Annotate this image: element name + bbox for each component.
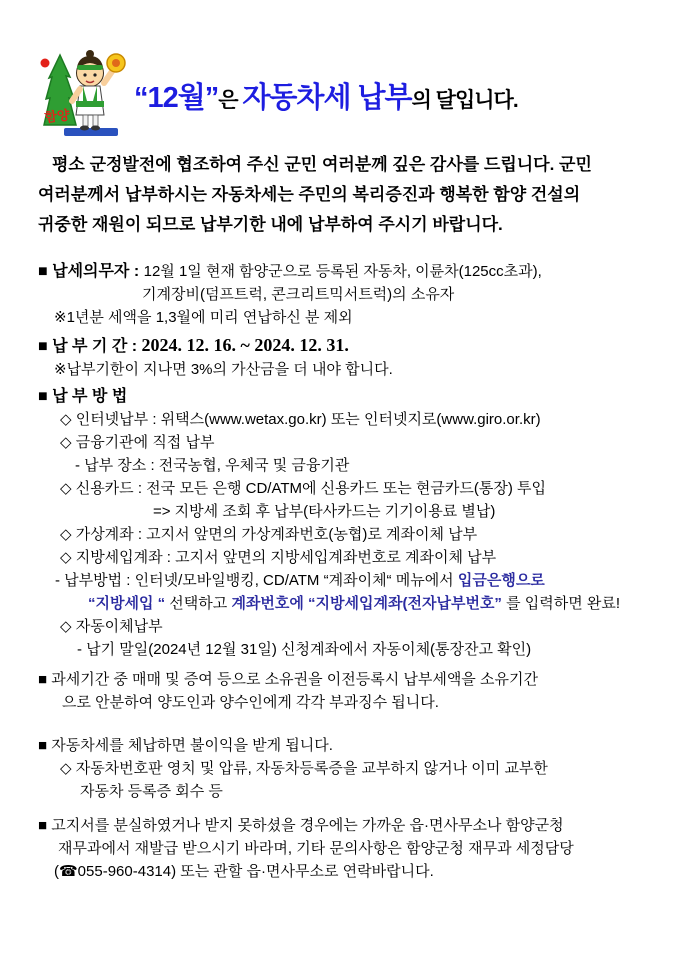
intro-paragraph [38,150,642,240]
text-segment: 선택하고 [165,595,232,612]
body-line [38,546,642,569]
notice-body [38,260,642,883]
text-segment: ■ 고지서를 분실하였거나 받지 못하셨을 경우에는 가까운 읍·면사무소나 함양군청 [38,817,564,834]
text-segment: ■ 납세의무자 : [38,263,144,280]
title-part: 의 달입니다. [411,88,518,112]
text-segment: ◇ 인터넷납부 : 위택스(www.wetax.go.kr) 또는 인터넷지로(www.giro.or.kr) [60,411,541,428]
body-line [38,477,642,500]
text-segment: “지방세입 “ [88,595,166,612]
left-shoe [80,126,89,131]
text-segment: ※납부기한이 지나면 3%의 가산금을 더 내야 합니다. [54,361,393,378]
text-segment: => 지방세 조회 후 납부(타사카드는 기기이용료 별납) [153,503,496,520]
text-segment: ■ 과세기간 중 매매 및 증여 등으로 소유권을 이전등록시 납부세액을 소유기간 [38,671,538,688]
body-line [38,592,642,615]
page-title [134,75,518,116]
text-segment: - 납부방법 : 인터넷/모바일뱅킹, CD/ATM “계좌이체“ 메뉴에서 [55,572,458,589]
title-part: 은 [218,88,243,112]
raised-arm [104,70,113,83]
text-segment: - 납기 말일(2024년 12월 31일) 신청계좌에서 자동이체(통장잔고 확인) [77,641,532,658]
masthead [38,40,642,136]
body-line [38,814,642,837]
text-segment: (☎055-960-4314) 또는 관할 읍·면사무소로 연락바랍니다. [54,863,434,880]
tree-hangul-text: 함양 [43,107,71,125]
text-segment: ◇ 가상계좌 : 고지서 앞면의 가상계좌번호(농협)로 계좌이체 납부 [60,526,478,543]
right-shoe [91,126,100,131]
green-belt [76,101,104,107]
body-line [38,260,642,283]
body-line [38,283,642,306]
flower-icon [107,54,125,72]
hair-bun [86,50,94,58]
text-segment: - 납부 장소 : 전국농협, 우체국 및 금융기관 [75,457,350,474]
text-segment: 자동차 등록증 회수 등 [80,783,223,800]
text-segment: 으로 안분하여 양도인과 양수인에게 각각 부과징수 됩니다. [62,694,439,711]
body-line [38,334,642,358]
body-line [38,408,642,431]
text-segment: 입금은행으로 [457,572,545,589]
body-line [38,734,642,757]
body-line [38,615,642,638]
text-segment: 12월 1일 현재 함양군으로 등록된 자동차, 이륜차(125cc초과), [143,263,542,280]
text-segment: 기계장비(덤프트럭, 콘크리트믹서트럭)의 소유자 [142,286,455,303]
text-segment: ◇ 지방세입계좌 : 고지서 앞면의 지방세입계좌번호로 계좌이체 납부 [60,549,497,566]
intro-line: 평소 군정발전에 협조하여 주신 군민 여러분께 깊은 감사를 드립니다. 군민 [52,155,592,174]
text-segment: ◇ 신용카드 : 전국 모든 은행 CD/ATM에 신용카드 또는 현금카드(통장) 투입 [60,480,547,497]
text-segment: 계좌번호에 [231,595,304,612]
right-leg [93,115,98,126]
body-line [38,306,642,329]
mascot-base [64,128,118,136]
body-line [38,860,642,883]
text-segment: ◇ 금융기관에 직접 납부 [60,434,215,451]
title-part: “12월” [134,81,219,114]
text-segment: ※1년분 세액을 1,3월에 미리 연납하신 분 제외 [54,309,353,326]
body-line [38,569,642,592]
body-line [38,454,642,477]
red-dot-icon [41,59,50,68]
text-segment: ■ 자동차세를 체납하면 불이익을 받게 됩니다. [38,737,333,754]
text-segment: 를 입력하면 완료! [501,595,621,612]
intro-line: 여러분께서 납부하시는 자동차세는 주민의 복리증진과 행복한 함양 건설의 [38,185,581,204]
text-segment: 2024. 12. 16. ~ 2024. 12. 31. [141,335,349,355]
body-line [38,500,642,523]
body-line [38,523,642,546]
text-segment: 재무과에서 재발급 받으시기 바라며, 기타 문의사항은 함양군청 재무과 세정담당 [58,840,574,857]
text-segment: ◇ 자동차번호판 영치 및 압류, 자동차등록증을 교부하지 않거나 이미 교부한 [60,760,548,777]
green-headband [77,65,103,70]
intro-line: 귀중한 재원이 되므로 납부기한 내에 납부하여 주시기 바랍니다. [38,215,503,234]
text-segment: ■ 납 부 기 간 : [38,338,142,355]
body-line [38,837,642,860]
right-eye [93,73,96,76]
body-line [38,668,642,691]
hamyang-mascot-illustration [38,43,130,137]
body-line [38,757,642,780]
text-segment: ◇ 자동이체납부 [60,618,163,635]
body-line [38,691,642,714]
left-leg [83,115,88,126]
left-eye [83,73,86,76]
text-segment: ■ 납 부 방 법 [38,388,128,405]
text-segment: “지방세입계좌(전자납부번호” [303,595,502,612]
body-line [38,638,642,661]
title-part: 자동차세 납부 [242,81,412,114]
body-line [38,385,642,408]
body-line [38,780,642,803]
body-line [38,358,642,381]
body-line [38,431,642,454]
mascot-svg [38,43,130,137]
